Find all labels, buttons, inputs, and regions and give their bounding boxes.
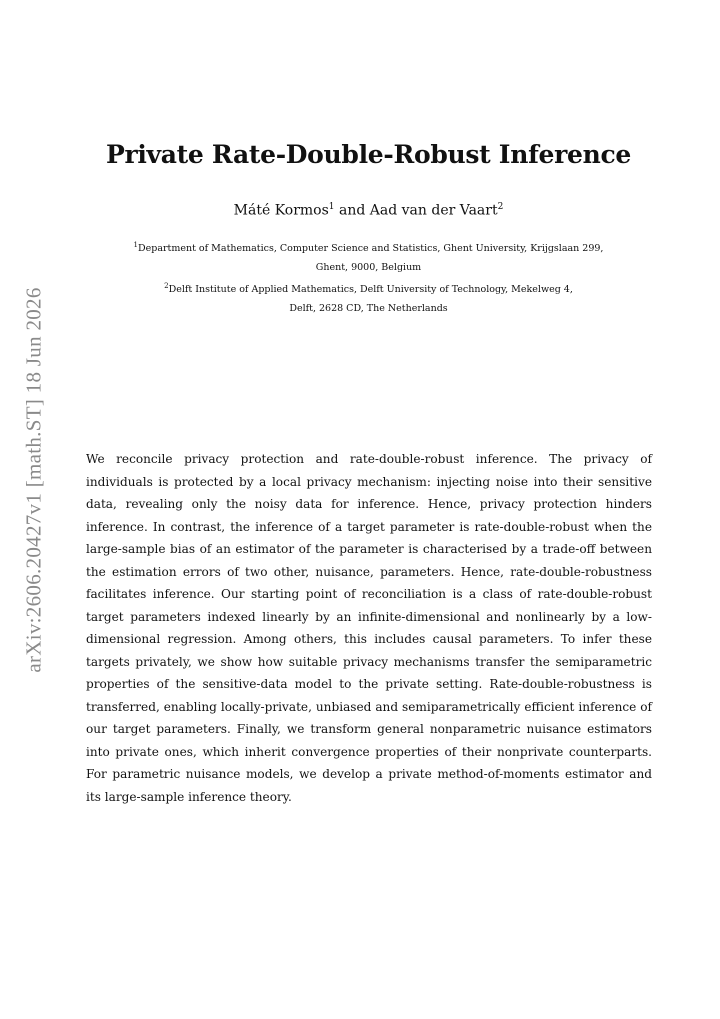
affiliation-mark: 2: [497, 202, 504, 212]
author-name: Aad van der Vaart: [369, 202, 498, 219]
affiliation-mark: 1: [133, 241, 138, 249]
affiliation-mark: 1: [328, 202, 335, 212]
author-conjunction: and: [338, 202, 366, 219]
author-list: [0, 202, 720, 219]
affiliation-1-line-1: $^1$Department of Mathematics, Computer Science and Statistics, Ghent University, Krijgslaan 299,: [133, 241, 604, 255]
affiliation-2-line-1: $^2$Delft Institute of Applied Mathematics, Delft University of Technology, Mekelweg 4,: [164, 282, 573, 296]
paper-title: Private Rate-Double-Robust Inference: [105, 140, 632, 169]
author-name: Máté Kormos: [233, 202, 329, 219]
affiliation-2-line-2: Delft, 2628 CD, The Netherlands: [289, 303, 448, 315]
affiliation-1-line-2: Ghent, 9000, Belgium: [315, 262, 422, 274]
abstract-text: We reconcile privacy protection and rate-double-robust inference. The privacy of individuals is protected by a local privacy mechanism: injecting noise into their sensitive data, revealing only the noisy data for inference. Hence, privacy protection hinders inference. In contrast, the inference of a target parameter is rate-double-robust when the large-sample bias of an estimator of the parameter is characterised by a trade-off between the estimation errors of two other, nuisance, parameters. Hence, rate-double-robustness facilitates inference. Our starting point of reconciliation is a class of rate-double-robust target parameters indexed linearly by an infinite-dimensional and nonlinearly by a low-dimensional regression. Among others, this includes causal parameters. To infer these targets privately, we show how suitable privacy mechanisms transfer the semiparametric properties of the sensitive-data model to the private setting. Rate-double-robustness is transferred, enabling locally-private, unbiased and semiparametrically efficient inference of our target parameters. Finally, we transform general nonparametric nuisance estimators into private ones, which inherit convergence properties of their nonprivate counterparts. For parametric nuisance models, we develop a private method-of-moments estimator and its large-sample inference theory.: [86, 452, 652, 804]
affiliation-mark: 2: [164, 282, 169, 291]
affiliations: [0, 236, 720, 318]
arxiv-identifier-stamp: arXiv:2606.20427v1 [math.ST] 18 Jun 2026: [21, 287, 46, 673]
